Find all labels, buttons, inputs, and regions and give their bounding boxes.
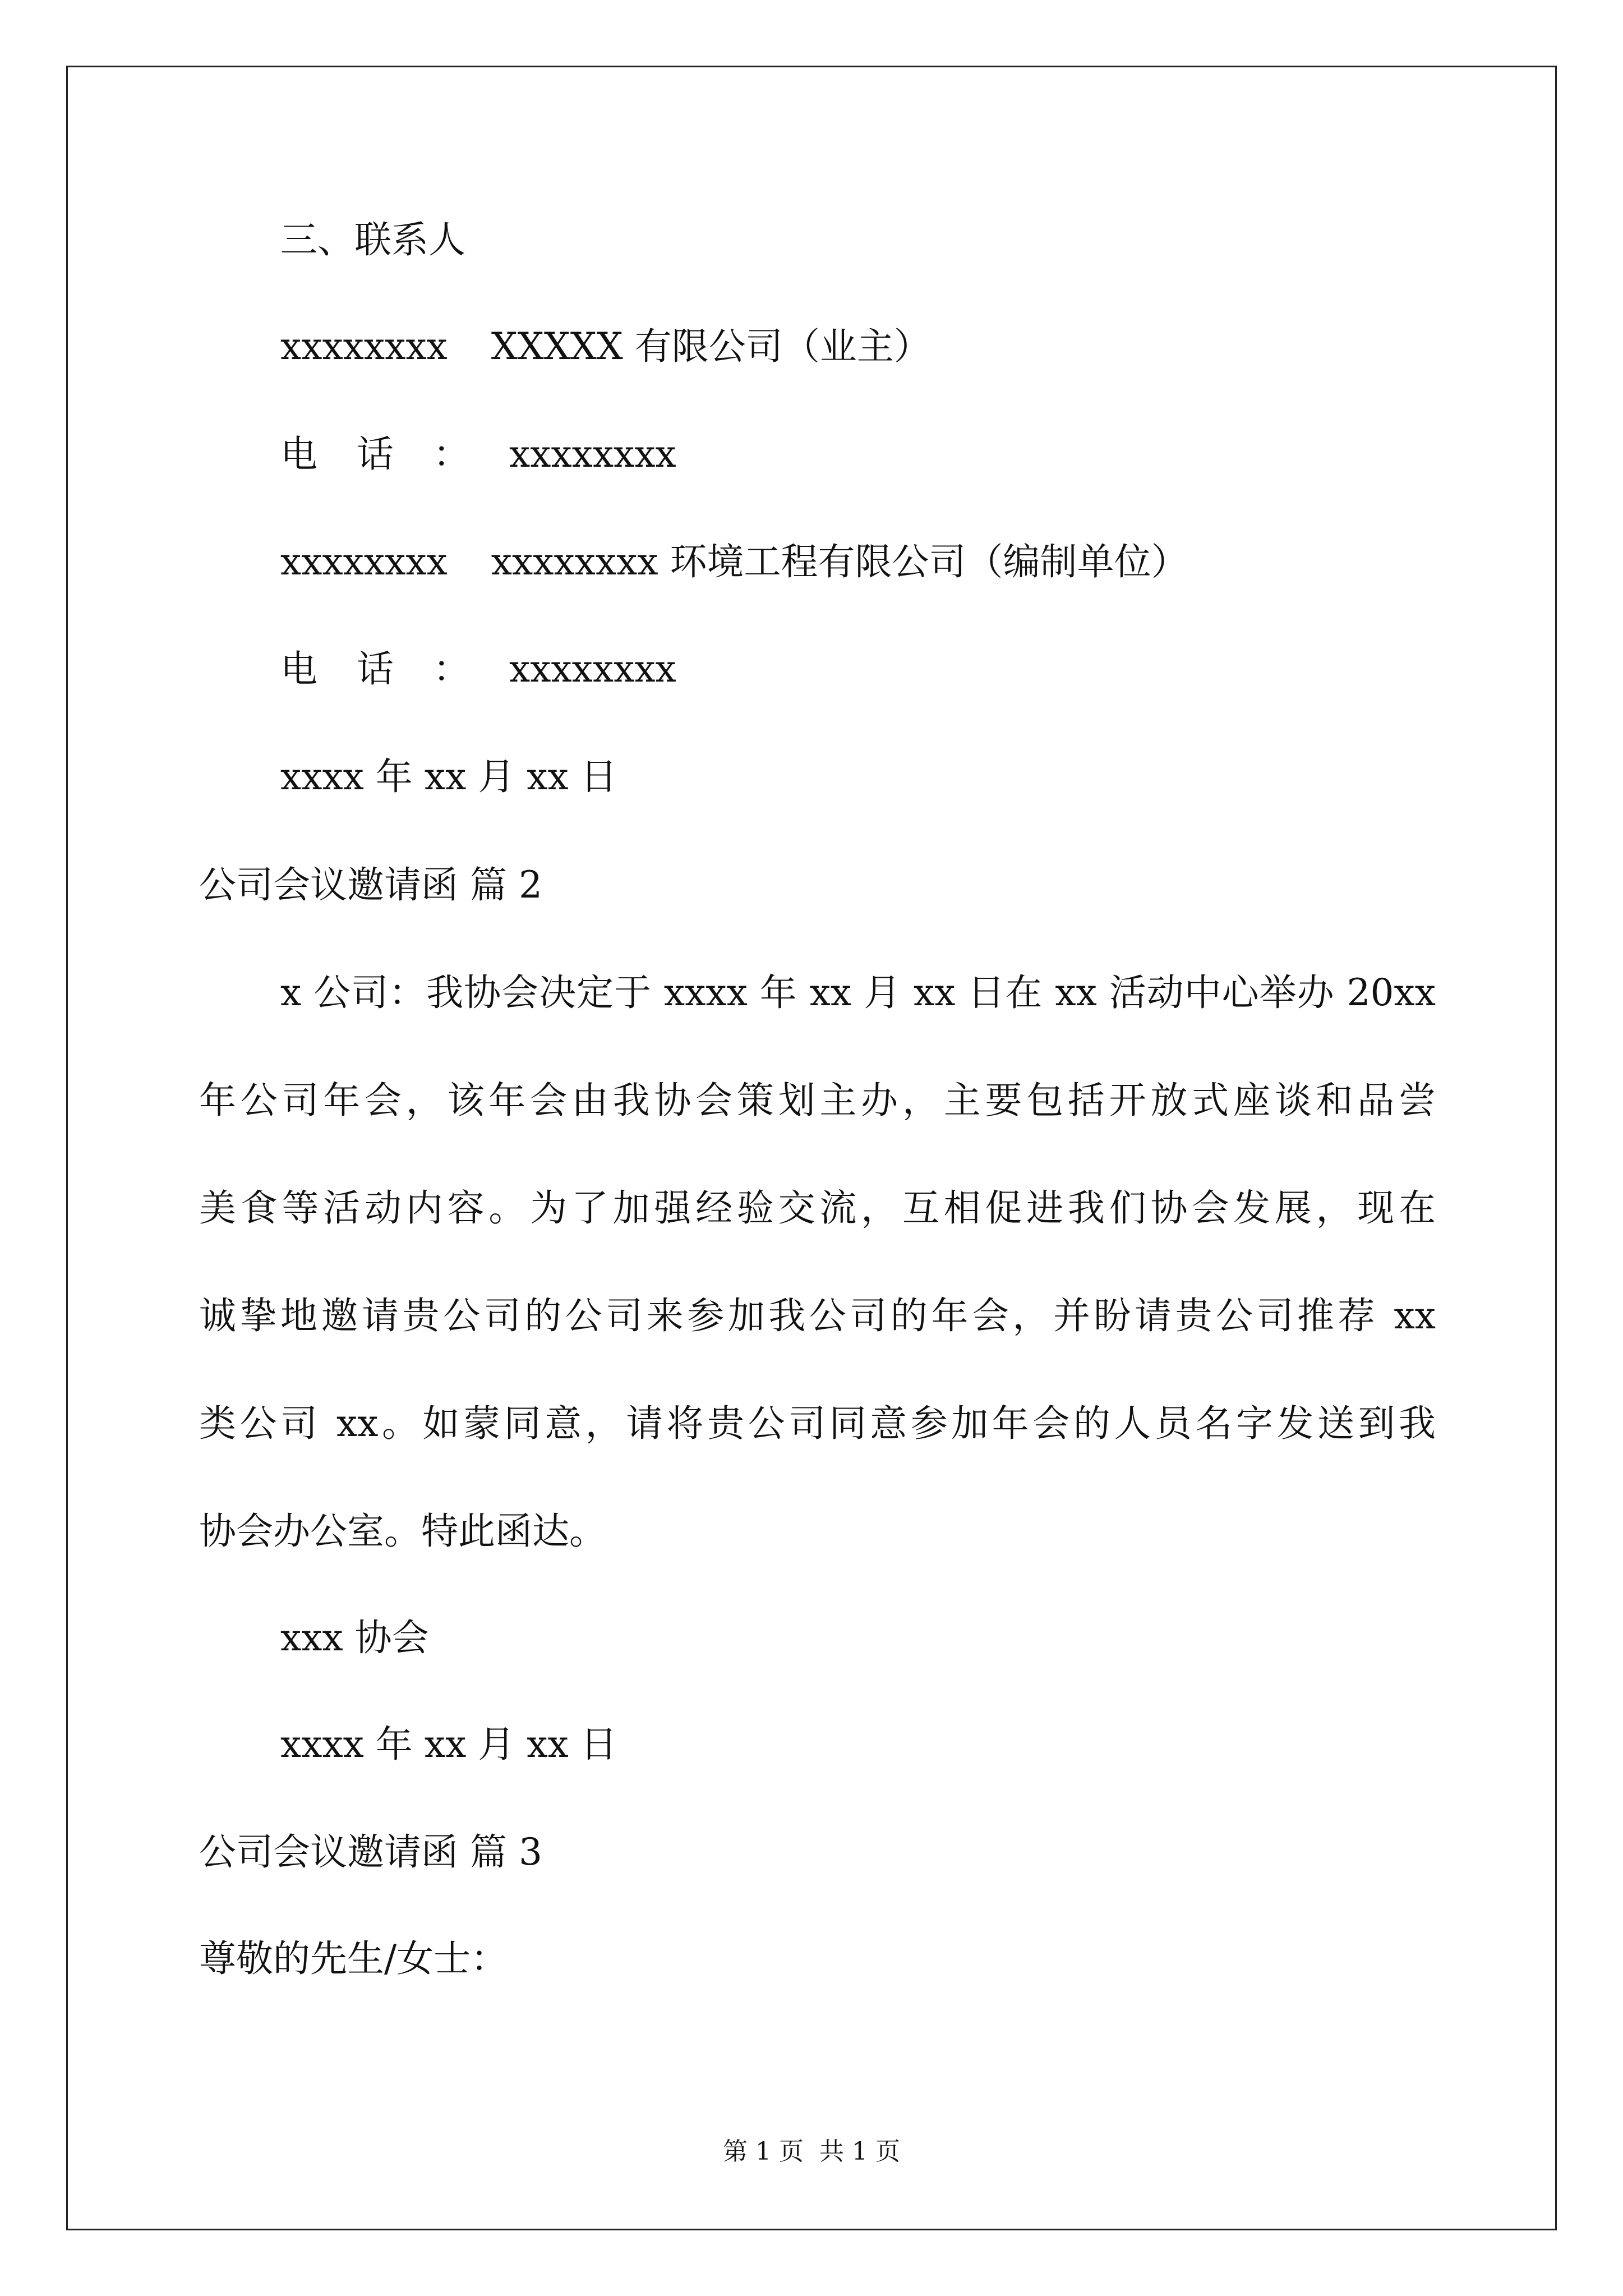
owner-phone-line xyxy=(280,432,676,477)
owner-contact-name: xxxxxxxx xyxy=(280,325,448,368)
editor-phone: xxxxxxxx xyxy=(509,647,676,691)
letter3-title: 公司会议邀请函 篇 3 xyxy=(199,1830,542,1874)
letter2-title: 公司会议邀请函 篇 2 xyxy=(199,863,542,907)
owner-org: XXXXX 有限公司（业主） xyxy=(491,325,931,368)
letter2-line: 类公司 xx。如蒙同意，请将贵公司同意参加年会的人员名字发送到我 xyxy=(199,1402,1436,1445)
owner-contact-line xyxy=(280,324,931,369)
contacts-date: xxxx 年 xx 月 xx 日 xyxy=(280,755,617,798)
letter2-line: x 公司：我协会决定于 xxxx 年 xx 月 xx 日在 xx 活动中心举办 20xx xyxy=(280,971,1436,1014)
editor-contact-line xyxy=(280,540,1188,585)
letter2-date: xxxx 年 xx 月 xx 日 xyxy=(280,1723,617,1766)
editor-phone-line xyxy=(280,647,676,692)
letter2-signature: xxx 协会 xyxy=(280,1616,429,1659)
page-footer: 第 1 页 共 1 页 xyxy=(723,2137,900,2166)
letter3-salutation: 尊敬的先生/女士： xyxy=(199,1937,508,1980)
editor-contact-name: xxxxxxxx xyxy=(280,540,448,583)
letter2-line: 协会办公室。特此函达。 xyxy=(199,1510,606,1553)
contacts-heading: 三、联系人 xyxy=(280,218,465,261)
editor-org: xxxxxxxx 环境工程有限公司（编制单位） xyxy=(491,540,1188,583)
letter2-line: 诚挚地邀请贵公司的公司来参加我公司的年会，并盼请贵公司推荐 xx xyxy=(199,1294,1436,1337)
phone-label: 电话： xyxy=(280,432,509,476)
letter2-body xyxy=(199,970,1436,1617)
phone-label: 电话： xyxy=(280,647,509,691)
letter2-line: 美食等活动内容。为了加强经验交流，互相促进我们协会发展，现在 xyxy=(199,1186,1436,1230)
letter2-line: 年公司年会，该年会由我协会策划主办，主要包括开放式座谈和品尝 xyxy=(199,1079,1436,1122)
owner-phone: xxxxxxxx xyxy=(509,432,676,476)
